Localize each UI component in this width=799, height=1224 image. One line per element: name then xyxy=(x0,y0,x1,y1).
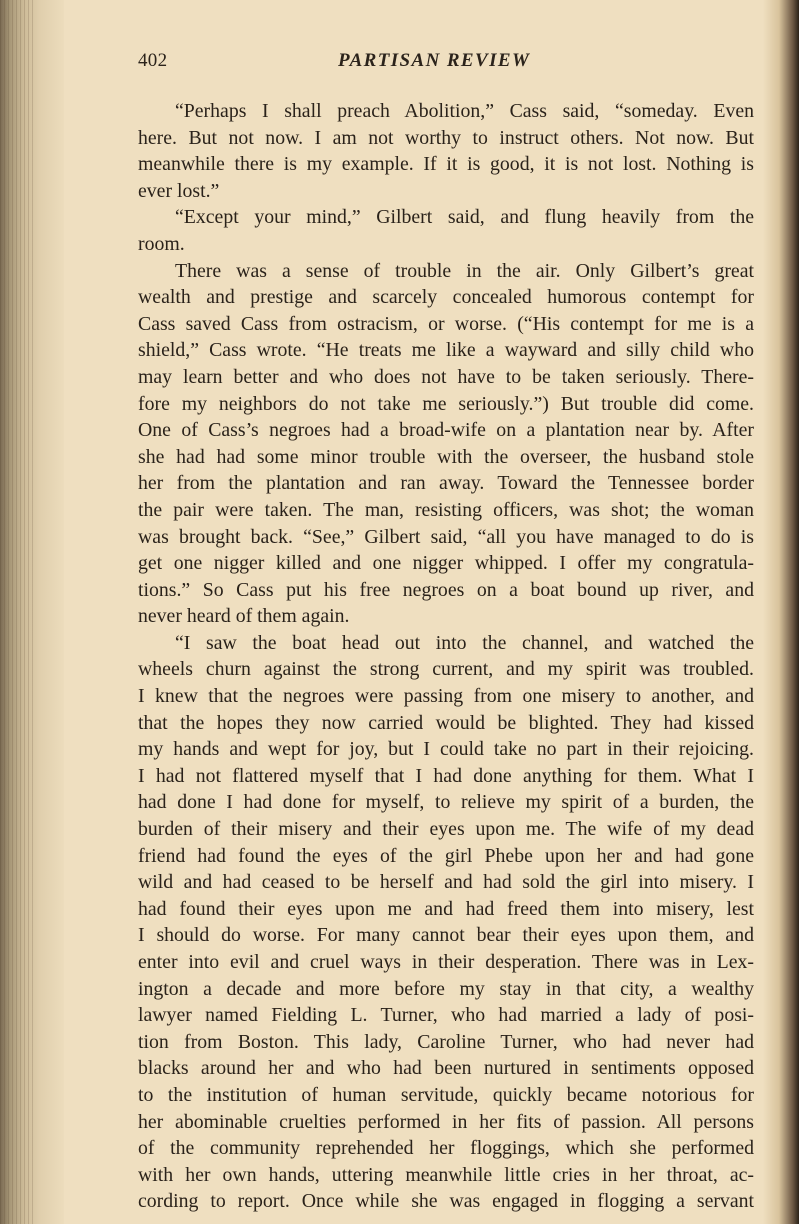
text-line: here. But not now. I am not worthy to instruct others. Not now. But xyxy=(138,126,754,149)
text-line: my hands and wept for joy, but I could take no part in their rejoicing. xyxy=(138,738,754,761)
text-line: had done I had done for myself, to relieve my spirit of a burden, the xyxy=(138,791,754,814)
body-text xyxy=(138,98,754,1215)
text-line: of the community reprehended her floggings, which she performed xyxy=(138,1137,754,1160)
text-line: blacks around her and who had been nurtured in sentiments opposed xyxy=(138,1057,754,1080)
text-line: was brought back. “See,” Gilbert said, “all you have managed to do is xyxy=(138,525,754,548)
text-line: may learn better and who does not have to be taken seriously. There- xyxy=(138,365,754,388)
text-line: ington a decade and more before my stay in that city, a wealthy xyxy=(138,977,754,1000)
text-line: “I saw the boat head out into the channel, and watched the xyxy=(175,631,754,654)
paragraph xyxy=(138,258,754,630)
text-line: meanwhile there is my example. If it is good, it is not lost. Nothing is xyxy=(138,153,754,176)
text-line: friend had found the eyes of the girl Phebe upon her and had gone xyxy=(138,844,754,867)
text-line: the pair were taken. The man, resisting officers, was shot; the woman xyxy=(138,498,754,521)
paragraph xyxy=(138,630,754,1215)
text-line: Cass saved Cass from ostracism, or worse. (“His contempt for me is a xyxy=(138,312,754,335)
text-line: with her own hands, uttering meanwhile little cries in her throat, ac- xyxy=(138,1163,754,1186)
text-line: cording to report. Once while she was engaged in flogging a servant xyxy=(138,1190,754,1213)
text-line: tion from Boston. This lady, Caroline Turner, who had never had xyxy=(138,1030,754,1053)
text-line: she had had some minor trouble with the overseer, the husband stole xyxy=(138,445,754,468)
text-line: never heard of them again. xyxy=(138,605,350,628)
text-line: shield,” Cass wrote. “He treats me like a wayward and silly child who xyxy=(138,339,754,362)
text-line: her from the plantation and ran away. Toward the Tennessee border xyxy=(138,472,754,495)
text-line: One of Cass’s negroes had a broad-wife on a plantation near by. After xyxy=(138,419,754,442)
running-head xyxy=(138,50,752,76)
text-line: lawyer named Fielding L. Turner, who had married a lady of posi- xyxy=(138,1004,754,1027)
text-line: I knew that the negroes were passing from one misery to another, and xyxy=(138,685,754,708)
text-line: “Except your mind,” Gilbert said, and flung heavily from the xyxy=(175,206,754,229)
text-line: had found their eyes upon me and had freed them into misery, lest xyxy=(138,897,754,920)
text-line: wealth and prestige and scarcely concealed humorous contempt for xyxy=(138,286,754,309)
text-line: burden of their misery and their eyes upon me. The wife of my dead xyxy=(138,818,754,841)
text-line: room. xyxy=(138,232,185,255)
paragraph xyxy=(138,204,754,257)
text-line: fore my neighbors do not take me seriously.”) But trouble did come. xyxy=(138,392,754,415)
text-line: her abominable cruelties performed in her fits of passion. All persons xyxy=(138,1110,754,1133)
text-line: I had not flattered myself that I had done anything for them. What I xyxy=(138,764,754,787)
text-line: ever lost.” xyxy=(138,179,220,202)
text-line: “Perhaps I shall preach Abolition,” Cass said, “someday. Even xyxy=(175,100,754,122)
text-line: to the institution of human servitude, quickly became notorious for xyxy=(138,1083,754,1106)
text-line: enter into evil and cruel ways in their desperation. There was in Lex- xyxy=(138,951,754,973)
text-line: wild and had ceased to be herself and had sold the girl into misery. I xyxy=(138,871,754,894)
page-number: 402 xyxy=(138,50,168,71)
text-line: that the hopes they now carried would be blighted. They had kissed xyxy=(138,711,754,734)
text-line: get one nigger killed and one nigger whipped. I offer my congratula- xyxy=(138,552,754,575)
text-line: wheels churn against the strong current, and my spirit was troubled. xyxy=(138,658,754,681)
paragraph xyxy=(138,98,754,204)
text-line: tions.” So Cass put his free negroes on a boat bound up river, and xyxy=(138,578,754,601)
text-line: There was a sense of trouble in the air. Only Gilbert’s great xyxy=(175,259,754,282)
journal-title: PARTISAN REVIEW xyxy=(338,50,531,71)
text-line: I should do worse. For many cannot bear their eyes upon them, and xyxy=(138,924,754,947)
